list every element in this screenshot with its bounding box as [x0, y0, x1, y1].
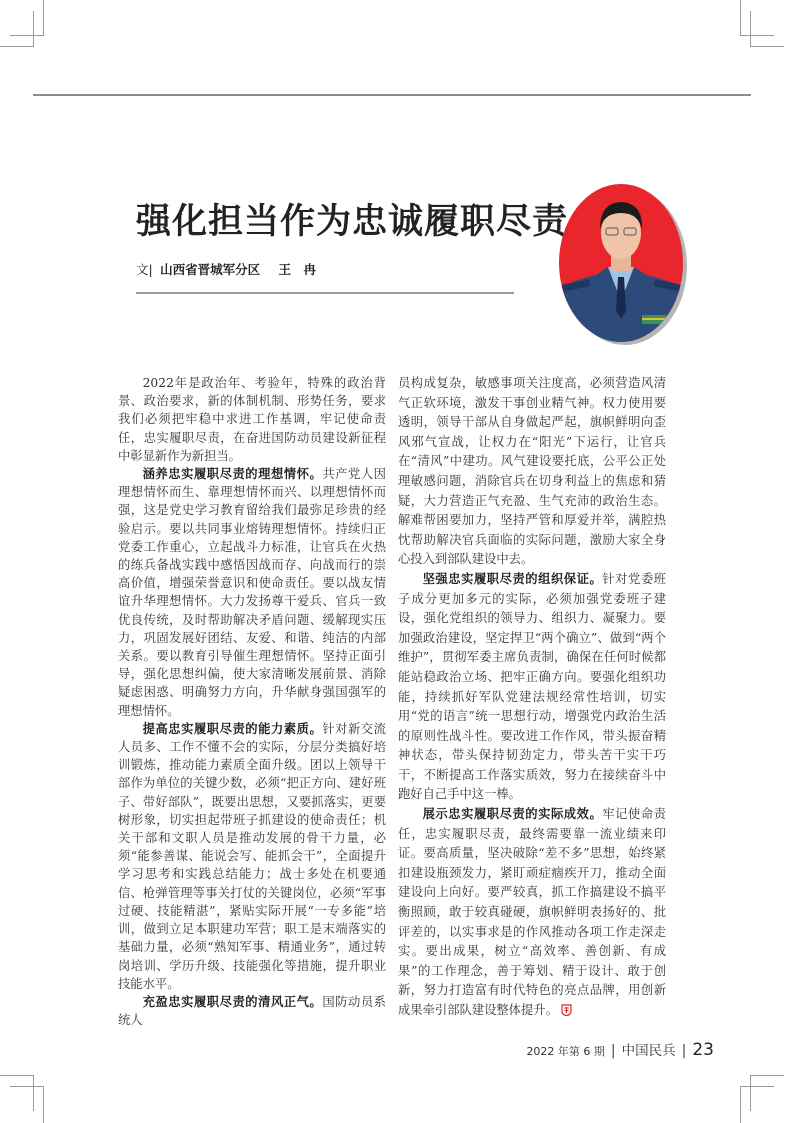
paragraph-text: 员构成复杂，敏感事项关注度高，必须营造风清气正软环境，激发干事创业精气神。权力使用要透明，领导干部从自身做起严起，旗帜鲜明向歪风邪气宣战，让权力在“阳光”下运行，让官兵在“清风”中建功。风气建设要托底，公平公正处理敏感问题，消除官兵在切身利益上的焦虑和猜疑，大力营造正气充盈、生气充沛的政治生态。解难帮困要加力，坚持严管和厚爱并举，满腔热忱帮助解决官兵面临的实际问题，激励大家全身心投入到部队建设中去。	[398, 376, 666, 567]
byline	[136, 262, 316, 278]
page-footer	[526, 1040, 714, 1062]
paragraph-lead: 充盈忠实履职尽责的清风正气。	[142, 994, 323, 1009]
crop-mark-line	[10, 1086, 44, 1087]
magazine-end-mark-icon	[561, 1004, 572, 1016]
article-title: 强化担当作为忠诚履职尽责	[136, 202, 569, 242]
byline-author: 王 冉	[278, 262, 316, 277]
crop-mark-line	[740, 0, 741, 36]
paragraph-text: 共产党人因理想情怀而生、靠理想情怀而兴、以理想情怀而强，这是党史学习教育留给我们最弥足珍贵的经验启示。要以共同事业熔铸理想情怀。持续归正党委工作重心，立起战斗力标准，让官兵在火热的练兵备战实践中感悟因战而存、向战而行的崇高价值，增强荣誉意识和使命责任。要以战友情谊升华理想情怀。大力发扬尊干爱兵、官兵一致优良传统，及时帮助解决矛盾问题、缓解现实压力，巩固发展好团结、友爱、和谐、纯洁的内部关系。要以教育引导催生理想情怀。坚持正面引导，强化思想纠偏，使大家清晰发展前景、消除疑虑困惑、明确努力方向，升华献身强国强军的理想情怀。	[118, 467, 386, 718]
paragraph-lead: 涵养忠实履职尽责的理想情怀。	[142, 467, 323, 482]
page-number: 23	[692, 1040, 714, 1060]
paragraph-lead: 展示忠实履职尽责的实际成效。	[422, 807, 603, 822]
article-column-left	[118, 374, 386, 1029]
crop-mark-line	[750, 1075, 784, 1076]
byline-separator: |	[148, 262, 153, 277]
crop-mark-line	[740, 1086, 741, 1123]
paragraph	[398, 570, 666, 805]
author-portrait	[558, 181, 688, 346]
crop-mark-line	[750, 46, 784, 47]
paragraph-text: 针对新交流人员多、工作不懂不会的实际，分层分类搞好培训锻炼，推动能力素质全面升级。团以上领导干部作为单位的关键少数，必须“把正方向、建好班子、带好部队”，既要出思想，又要抓落实，更要树形象，切实担起带班子抓建设的使命责任；机关干部和文职人员是推动发展的骨干力量，必须“能参善谋、能说会写、能抓会干”，全面提升学习思考和实践总结能力；战士多处在机要通信、枪弹管理等事关打仗的关键岗位，必须“军事过硬、技能精湛”，紧贴实际开展“一专多能”培训，做到立足本职建功军营；职工是末端落实的基础力量，必须“熟知军事、精通业务”，通过转岗培训、学历升级、技能强化等措施，提升职业技能水平。	[118, 721, 386, 991]
crop-mark-line	[750, 1075, 751, 1111]
crop-mark-line	[0, 46, 34, 47]
footer-separator: |	[610, 1043, 616, 1059]
magazine-name: 中国民兵	[621, 1043, 676, 1059]
paragraph	[118, 374, 386, 465]
portrait-ribbons	[642, 318, 666, 320]
paragraph-text: 针对党委班子成分更加多元的实际，必须加强党委班子建设，强化党组织的领导力、组织力、凝聚力。要加强政治建设，坚定捍卫“两个确立”、做到“两个维护”，贯彻军委主席负责制，确保在任何时候都能站稳政治立场、把牢正确方向。要强化组织功能，持续抓好军队党建法规经常性培训，切实用“党的语言”统一思想行动，增强党内政治生活的原则性战斗性。要改进工作作风，带头振奋精神状态，带头保持韧劲定力，带头苦干实干巧干，不断提高工作落实质效，努力在接续奋斗中跑好自己手中这一棒。	[398, 571, 666, 802]
paragraph-continued	[398, 374, 666, 570]
paragraph	[118, 993, 386, 1029]
paragraph-lead: 提高忠实履职尽责的能力素质。	[142, 721, 323, 736]
paragraph	[118, 465, 386, 720]
header-rule	[33, 94, 751, 96]
crop-mark-line	[0, 1075, 34, 1076]
byline-unit: 山西省晋城军分区	[160, 262, 261, 277]
issue-label: 2022 年第 6 期	[526, 1045, 605, 1058]
paragraph-text: 牢记使命责任，忠实履职尽责，最终需要靠一流业绩来印证。要高质量，坚决破除“差不多”思想，始终紧扣建设瓶颈发力，紧盯顽症痼疾开刀，推动全面建设向上向好。要严较真，抓工作搞建设不搞平衡照顾，敢于较真碰硬，旗帜鲜明表扬好的、批评差的，以实事求是的作风推动各项工作走深走实。要出成果，树立“高效率、善创新、有成果”的工作理念，善于筹划、精于设计、敢于创新，努力打造富有时代特色的亮点品牌，用创新成果牵引部队建设整体提升。	[398, 807, 666, 1017]
paragraph-lead: 坚强忠实履职尽责的组织保证。	[422, 571, 603, 586]
byline-prefix: 文	[136, 262, 149, 277]
crop-mark-line	[740, 1086, 774, 1087]
crop-mark-line	[740, 35, 774, 36]
crop-mark-line	[750, 11, 751, 47]
crop-mark-line	[33, 11, 34, 47]
paragraph-text: 国防动员系统人	[118, 994, 386, 1028]
footer-separator: |	[681, 1043, 687, 1059]
paragraph	[118, 720, 386, 993]
title-rule	[136, 292, 514, 294]
crop-mark-line	[43, 0, 44, 36]
crop-mark-line	[33, 1075, 34, 1111]
paragraph-text: 2022年是政治年、考验年，特殊的政治背景、政治要求，新的体制机制、形势任务，要求我们必须把牢稳中求进工作基调，牢记使命责任，忠实履职尽责，在奋进国防动员建设新征程中彰显新作为新担当。	[118, 376, 386, 463]
crop-mark-line	[10, 35, 44, 36]
paragraph	[398, 805, 666, 1021]
crop-mark-line	[43, 1086, 44, 1123]
article-column-right	[398, 374, 666, 1021]
